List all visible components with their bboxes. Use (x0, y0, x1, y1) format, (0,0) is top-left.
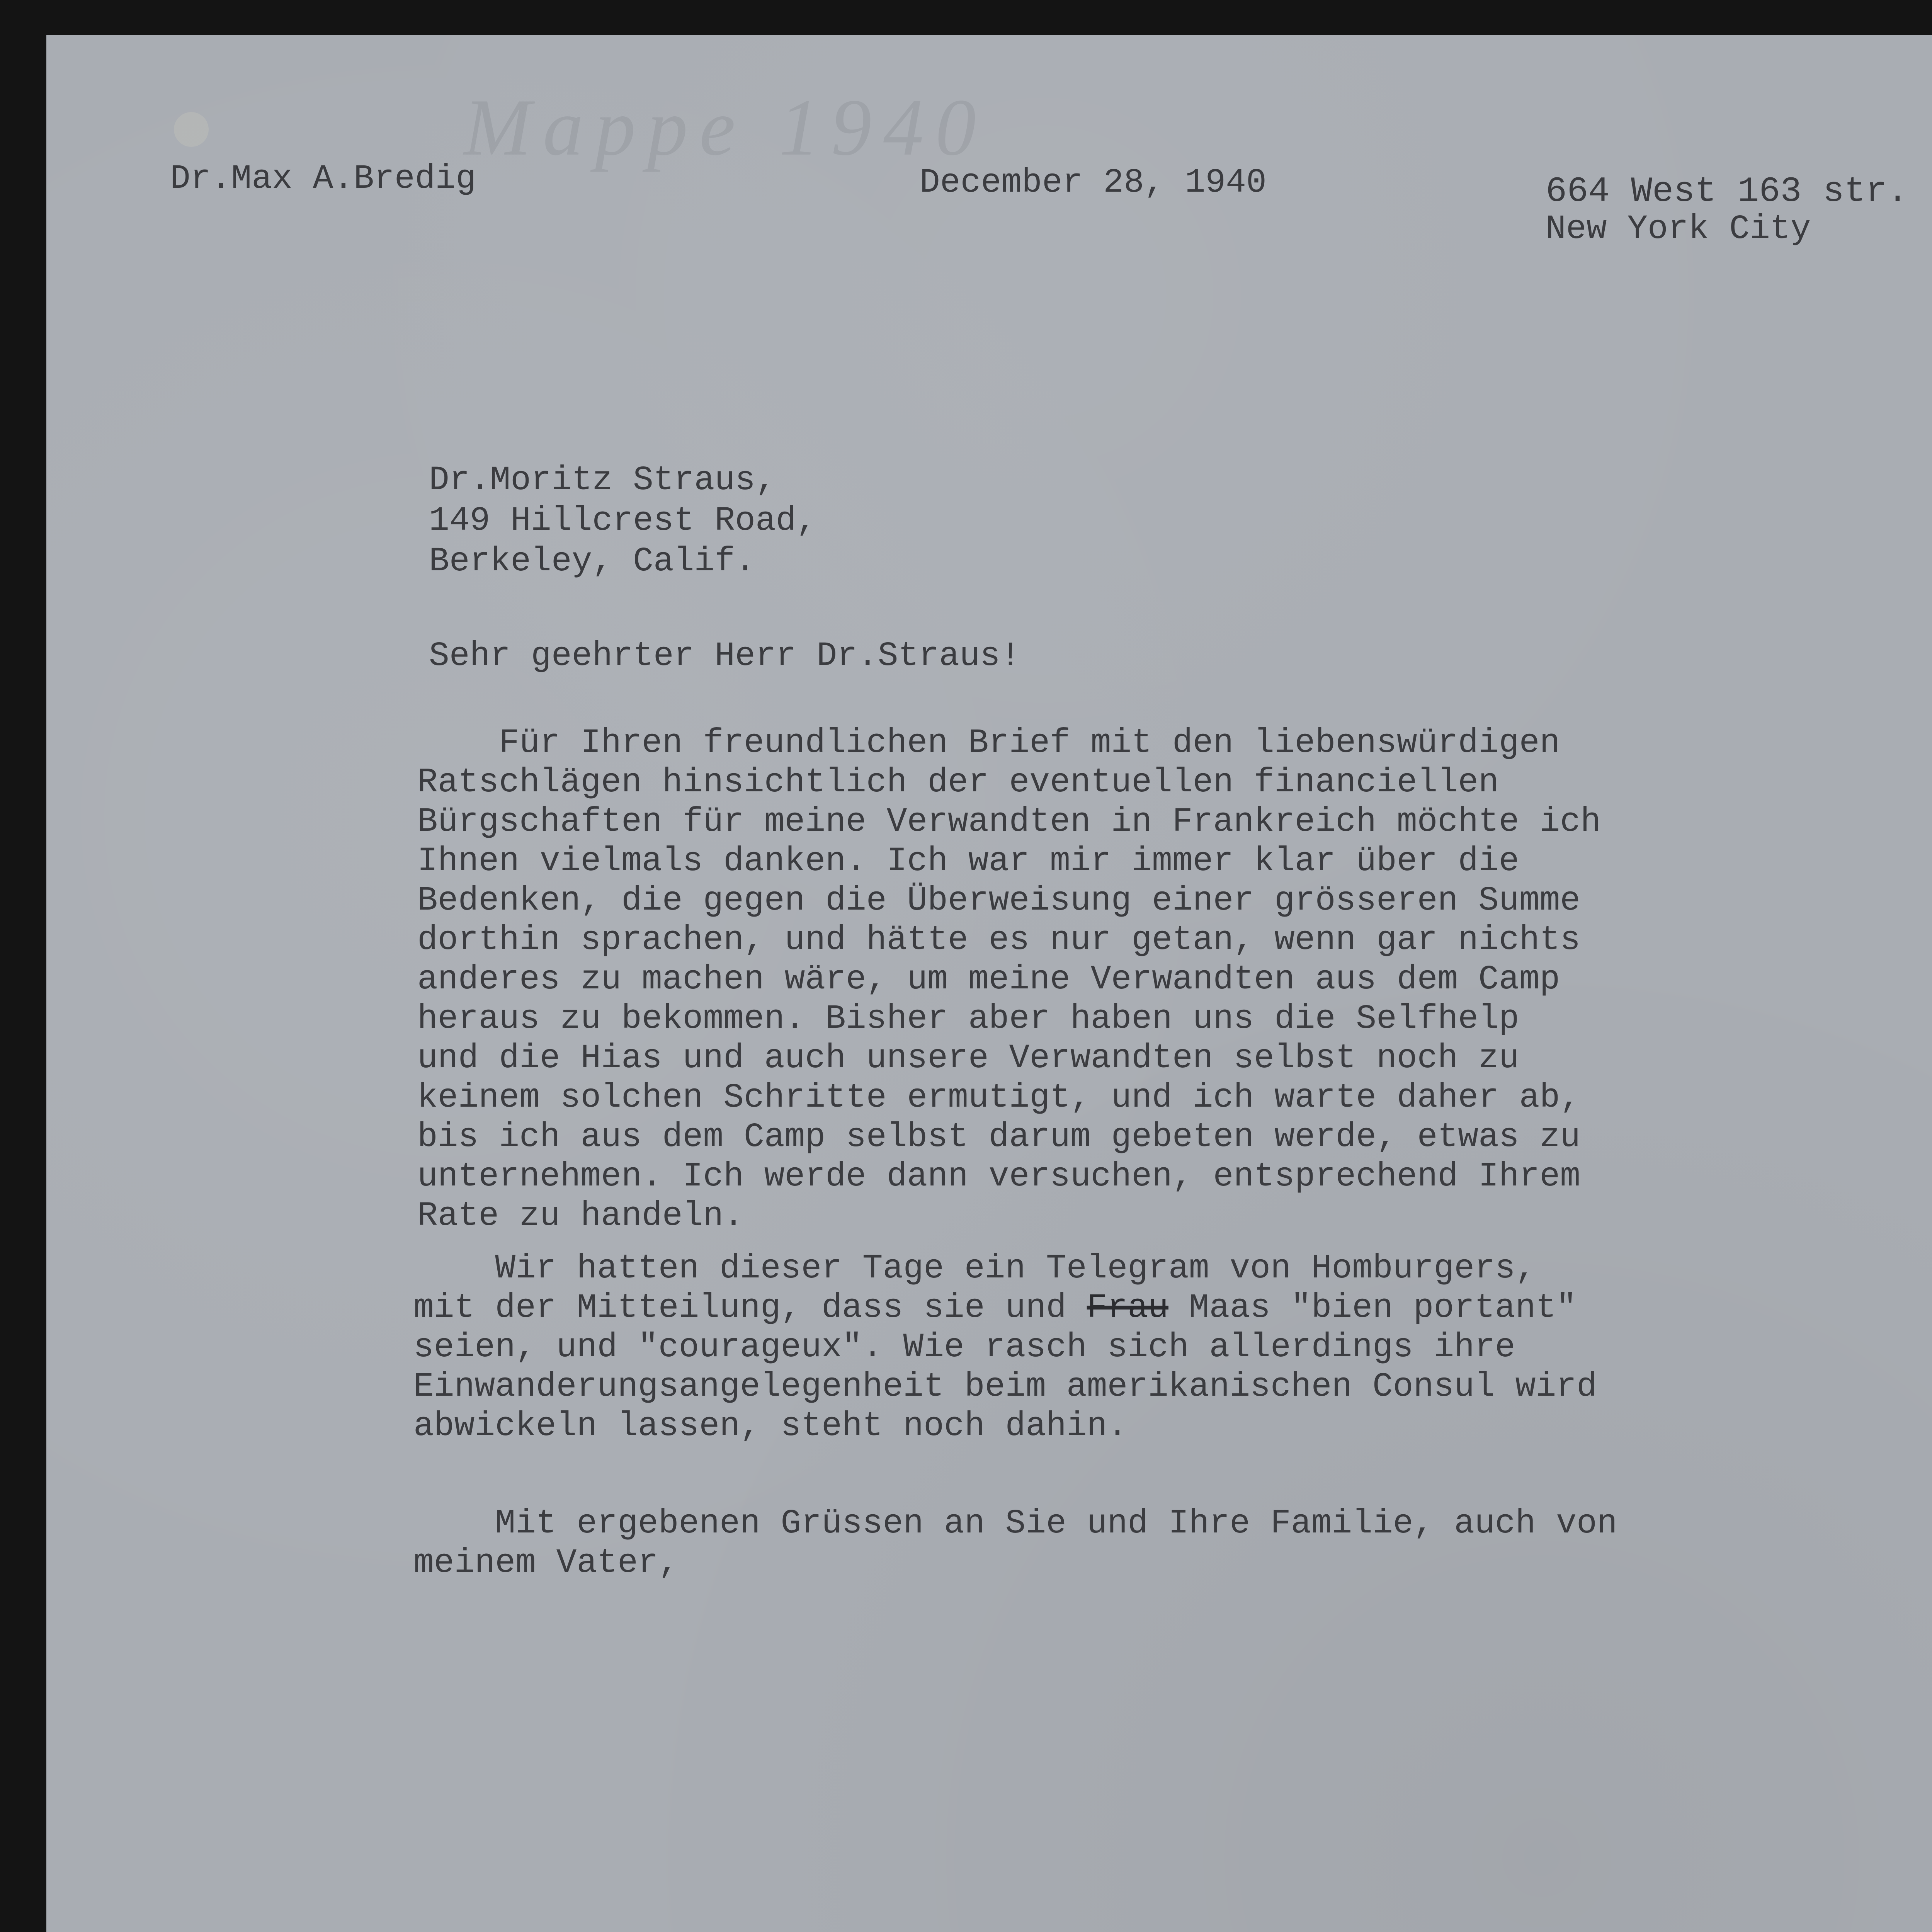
paragraph-1-line: keinem solchen Schritte ermutigt, und ich warte daher ab, (417, 1079, 1581, 1117)
closing (413, 1507, 1617, 1586)
paragraph-2-line (413, 1291, 1597, 1331)
paragraph-2-line: Wir hatten dieser Tage ein Telegram von Homburgers, (413, 1250, 1536, 1288)
paragraph-2-line: Einwanderungsangelegenheit beim amerikanischen Consul wird (413, 1368, 1597, 1406)
paragraph-2-line: abwickeln lassen, steht noch dahin. (413, 1407, 1128, 1446)
paragraph-1-line: Bürgschaften für meine Verwandten in Frankreich möchte ich (417, 803, 1601, 841)
paragraph-1-line: dorthin sprachen, und hätte es nur getan, wenn gar nichts (417, 921, 1581, 959)
paragraph-1-line: Ihnen vielmals danken. Ich war mir immer klar über die (417, 842, 1519, 881)
paragraph-1-line: unternehmen. Ich werde dann versuchen, entsprechend Ihrem (417, 1158, 1581, 1196)
closing-line: Mit ergebenen Grüssen an Sie und Ihre Familie, auch von (413, 1505, 1617, 1543)
paragraph-1-line: bis ich aus dem Camp selbst darum gebeten werde, etwas zu (417, 1118, 1581, 1156)
closing-line: meinem Vater, (413, 1544, 679, 1582)
paragraph-1 (417, 726, 1601, 1239)
salutation: Sehr geehrter Herr Dr.Straus! (429, 637, 1021, 675)
struck-through-word: Frau (1087, 1289, 1168, 1327)
paragraph-1-line: Ratschlägen hinsichtlich der eventuellen financiellen (417, 764, 1499, 802)
paragraph-1-line: und die Hias und auch unsere Verwandten selbst noch zu (417, 1039, 1519, 1078)
paragraph-2 (413, 1252, 1597, 1449)
paragraph-1-line: anderes zu machen wäre, um meine Verwandten aus dem Camp (417, 961, 1560, 999)
paper-stain (174, 112, 209, 147)
sender-name: Dr.Max A.Bredig (170, 160, 476, 198)
paragraph-2-text: Maas "bien portant" (1168, 1289, 1577, 1327)
recipient-city: Berkeley, Calif. (429, 543, 755, 581)
sender-address-line2: New York City (1546, 210, 1811, 248)
sender-address-line1: 664 West 163 str. (1546, 171, 1908, 212)
paragraph-1-line: heraus zu bekommen. Bisher aber haben uns die Selfhelp (417, 1000, 1519, 1038)
paragraph-1-line: Bedenken, die gegen die Überweisung einer grösseren Summe (417, 882, 1581, 920)
paragraph-1-line: Rate zu handeln. (417, 1197, 744, 1235)
letter-date: December 28, 1940 (920, 164, 1267, 202)
paragraph-1-line: Für Ihren freundlichen Brief mit den liebenswürdigen (417, 724, 1560, 762)
bleed-through-handwriting: Mappe 1940 (464, 83, 988, 172)
letter-page (46, 35, 1932, 1932)
recipient-street: 149 Hillcrest Road, (429, 502, 817, 540)
paragraph-2-text: mit der Mitteilung, dass sie und (413, 1289, 1087, 1327)
paragraph-2-line: seien, und "courageux". Wie rasch sich allerdings ihre (413, 1328, 1515, 1367)
recipient-name: Dr.Moritz Straus, (429, 461, 776, 500)
